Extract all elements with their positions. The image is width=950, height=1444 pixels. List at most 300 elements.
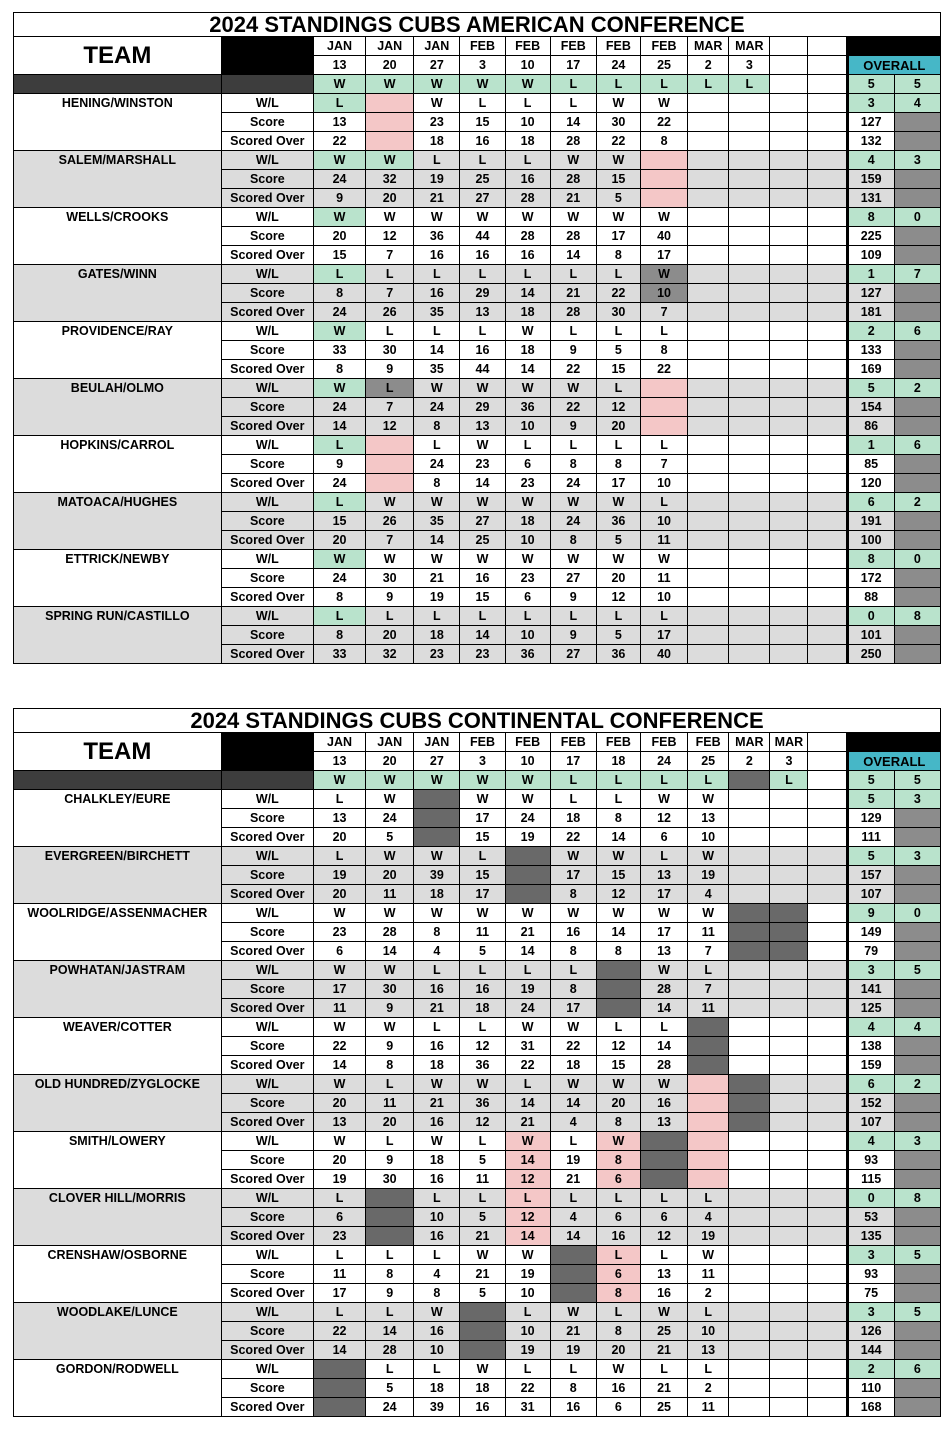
cell-wl: W [688,790,729,809]
row-label: Score [221,113,313,132]
cell-wl [729,961,770,980]
cell-over: 19 [505,828,550,847]
cell-over: 36 [596,645,640,664]
cell-score [729,980,770,999]
team-row [14,588,941,607]
cell-wl: L [550,94,596,113]
cell-wl: L [460,1189,505,1208]
cell-over: 8 [313,588,365,607]
cell-wl: W [414,1303,460,1322]
row-label: Score [221,626,313,645]
cell-over [770,942,808,961]
cell-wl: L [550,1360,596,1379]
team-row [14,379,941,398]
cell-wl: L [596,607,640,626]
day-header [770,56,808,75]
overall-blank [894,170,940,189]
cell-score: 36 [460,1094,505,1113]
cell-wl: L [313,1246,365,1265]
team-row [14,1246,941,1265]
cell-over: 40 [640,645,687,664]
cell-score [729,455,770,474]
day-header: 10 [505,56,550,75]
cell-score: 4 [688,1208,729,1227]
total-scored-over: 181 [847,303,894,322]
cell-wl: L [460,151,505,170]
row-label: W/L [221,436,313,455]
cell-score: 19 [313,866,365,885]
team-name [14,455,222,474]
overall-losses: 5 [894,961,940,980]
total-scored-over: 120 [847,474,894,493]
cell-score: 8 [366,1265,414,1284]
cell-score: 18 [414,626,460,645]
cell-score [770,341,808,360]
cell-wl: L [640,847,687,866]
overall-blank [894,512,940,531]
cell-over: 31 [505,1398,550,1417]
cell-wl: W [313,904,365,923]
cell-over [550,1284,596,1303]
cell-over [688,303,729,322]
cell-wl: W [505,550,550,569]
cell-score: 9 [550,341,596,360]
cell-wl: W [688,1246,729,1265]
row-label: W/L [221,94,313,113]
result-header [808,771,847,790]
cell-over: 13 [688,1341,729,1360]
cell-wl: W [550,1075,596,1094]
cell-over [729,1170,770,1189]
cell-wl [596,961,640,980]
cell-score: 22 [313,1322,365,1341]
cell-score [770,1265,808,1284]
cell-score: 16 [460,569,505,588]
cell-wl: W [313,961,365,980]
overall-wins: 0 [847,607,894,626]
cell-wl: L [596,1246,640,1265]
cell-over: 20 [313,885,365,904]
cell-wl [770,550,808,569]
cell-over: 21 [460,1227,505,1246]
cell-score: 21 [550,1322,596,1341]
cell-wl: W [313,208,365,227]
cell-score: 16 [414,980,460,999]
result-header: L [640,75,687,94]
overall-losses: 3 [894,847,940,866]
cell-score: 8 [596,455,640,474]
cell-score [729,284,770,303]
overall-header: OVERALL [847,56,940,75]
cell-over [808,132,847,151]
cell-wl [688,1132,729,1151]
cell-wl [729,436,770,455]
cell-score: 9 [550,626,596,645]
cell-score: 36 [505,398,550,417]
cell-over [808,999,847,1018]
cell-score [505,866,550,885]
cell-over [729,360,770,379]
overall-blank [894,246,940,265]
cell-over: 25 [460,531,505,550]
row-label: W/L [221,151,313,170]
overall-wins: 4 [847,1018,894,1037]
cell-wl [770,436,808,455]
cell-over [688,1056,729,1075]
cell-wl: W [414,1075,460,1094]
cell-over [729,828,770,847]
team-name [14,828,222,847]
cell-wl: W [366,493,414,512]
overall-blank [894,569,940,588]
row-label: W/L [221,265,313,284]
overall-losses: 0 [894,904,940,923]
month-header [808,37,847,56]
cell-score: 14 [460,626,505,645]
team-row [14,151,941,170]
cell-score: 17 [550,866,596,885]
cell-over: 14 [313,1056,365,1075]
cell-wl [770,379,808,398]
cell-over: 8 [414,474,460,493]
cell-over [808,1227,847,1246]
cell-wl: L [460,322,505,341]
cell-over: 24 [313,474,365,493]
cell-over: 18 [505,303,550,322]
cell-over [729,417,770,436]
cell-wl [808,961,847,980]
cell-over: 8 [414,417,460,436]
team-row [14,1208,941,1227]
row-label: Scored Over [221,417,313,436]
row-label: Scored Over [221,360,313,379]
cell-over: 20 [596,417,640,436]
cell-over [688,360,729,379]
cell-over [808,1113,847,1132]
cell-wl: L [550,436,596,455]
cell-over [729,999,770,1018]
cell-wl: L [505,961,550,980]
cell-over [729,1284,770,1303]
team-name: HENING/WINSTON [14,94,222,113]
team-row [14,1075,941,1094]
month-header: JAN [313,733,365,752]
row-label: W/L [221,847,313,866]
cell-wl: L [313,436,365,455]
cell-over: 10 [505,1284,550,1303]
team-name [14,512,222,531]
overall-wins: 3 [847,1303,894,1322]
cell-wl: L [596,265,640,284]
cell-over [770,303,808,322]
cell-score: 14 [366,1322,414,1341]
cell-score: 31 [505,1037,550,1056]
cell-score [688,170,729,189]
cell-over [688,531,729,550]
cell-wl [729,1075,770,1094]
cell-over: 18 [414,132,460,151]
team-row [14,980,941,999]
cell-score: 16 [640,1094,687,1113]
row-label: Scored Over [221,1113,313,1132]
row-label: W/L [221,379,313,398]
team-row [14,132,941,151]
cell-over [770,1284,808,1303]
row-label: Score [221,1265,313,1284]
cell-wl [770,1132,808,1151]
row-label: W/L [221,1189,313,1208]
cell-score: 14 [505,1094,550,1113]
cell-wl: W [414,1132,460,1151]
cell-score [729,512,770,531]
cell-score: 8 [596,1151,640,1170]
cell-over: 16 [414,1113,460,1132]
row-label: Scored Over [221,1170,313,1189]
cell-over: 16 [414,246,460,265]
cell-score [770,512,808,531]
cell-over: 10 [414,1341,460,1360]
cell-score: 10 [640,512,687,531]
cell-wl: L [414,436,460,455]
cell-score: 9 [366,1037,414,1056]
cell-wl [808,1075,847,1094]
cell-score: 12 [505,1208,550,1227]
cell-score: 8 [313,626,365,645]
row-label: Scored Over [221,189,313,208]
cell-score: 13 [640,866,687,885]
team-name [14,626,222,645]
overall-wins: 4 [847,1132,894,1151]
cell-over: 11 [366,885,414,904]
result-header [729,771,770,790]
team-name [14,588,222,607]
total-scored-over: 75 [847,1284,894,1303]
row-label: W/L [221,790,313,809]
result-header: L [550,75,596,94]
result-header: L [770,771,808,790]
overall-losses: 2 [894,493,940,512]
cell-score: 21 [505,923,550,942]
cell-wl [688,94,729,113]
row-label: Score [221,398,313,417]
row-label: Scored Over [221,1284,313,1303]
total-score: 53 [847,1208,894,1227]
cell-over: 13 [640,942,687,961]
cell-over [640,1170,687,1189]
cell-wl: L [460,265,505,284]
cell-score: 25 [640,1322,687,1341]
cell-score [808,569,847,588]
cell-score [770,980,808,999]
cell-wl: L [688,1189,729,1208]
team-name: SALEM/MARSHALL [14,151,222,170]
cell-wl [808,94,847,113]
cell-over: 8 [550,942,596,961]
cell-score [770,170,808,189]
overall-blank [894,1284,940,1303]
cell-over: 16 [550,1398,596,1417]
cell-score: 20 [366,626,414,645]
overall-header: OVERALL [847,752,940,771]
team-name: MATOACA/HUGHES [14,493,222,512]
total-scored-over: 88 [847,588,894,607]
cell-over [770,1170,808,1189]
cell-over: 28 [550,132,596,151]
cell-score [688,284,729,303]
cell-over [729,942,770,961]
team-row [14,1170,941,1189]
team-row [14,569,941,588]
total-score: 157 [847,866,894,885]
cell-score [808,341,847,360]
cell-score: 4 [414,1265,460,1284]
cell-over: 19 [313,1170,365,1189]
continental-title: 2024 STANDINGS CUBS CONTINENTAL CONFERENCE [13,708,941,732]
overall-top [894,733,940,752]
team-row [14,626,941,645]
overall-wins: 8 [847,208,894,227]
day-header: 3 [770,752,808,771]
team-row [14,904,941,923]
team-row [14,847,941,866]
cell-score: 21 [550,284,596,303]
cell-wl [414,790,460,809]
overall-blank [894,1227,940,1246]
cell-over: 5 [460,942,505,961]
cell-over: 14 [640,999,687,1018]
cell-score [808,284,847,303]
team-row [14,1360,941,1379]
cell-wl: W [313,379,365,398]
cell-over: 28 [550,303,596,322]
month-header: FEB [460,733,505,752]
team-row [14,1227,941,1246]
cell-score [808,1322,847,1341]
total-score: 154 [847,398,894,417]
cell-wl: W [460,1246,505,1265]
cell-wl: W [505,379,550,398]
team-name [14,999,222,1018]
cell-wl: W [460,904,505,923]
cell-over: 8 [596,1284,640,1303]
cell-score: 6 [313,1208,365,1227]
team-name: HOPKINS/CARROL [14,436,222,455]
cell-over: 10 [505,417,550,436]
cell-over: 6 [505,588,550,607]
overall-wins: 5 [847,379,894,398]
overall-blank [894,417,940,436]
cell-over: 33 [313,645,365,664]
cell-over: 2 [688,1284,729,1303]
cell-over: 24 [550,474,596,493]
cell-wl: W [460,208,505,227]
cell-over [808,645,847,664]
cell-over: 12 [640,1227,687,1246]
row-label: Scored Over [221,588,313,607]
overall-blank [894,645,940,664]
overall-blank [894,923,940,942]
cell-wl [770,1189,808,1208]
cell-score: 24 [313,398,365,417]
cell-score [729,113,770,132]
cell-over: 20 [313,828,365,847]
total-score: 191 [847,512,894,531]
cell-wl [770,961,808,980]
cell-over: 18 [505,132,550,151]
cell-over: 35 [414,360,460,379]
american-conference [13,12,941,664]
cell-wl: W [688,847,729,866]
row-label: Score [221,1151,313,1170]
cell-wl [729,322,770,341]
cell-over: 15 [460,828,505,847]
cell-score [770,1208,808,1227]
row-label: Scored Over [221,828,313,847]
overall-losses: 4 [894,94,940,113]
row-label: Scored Over [221,999,313,1018]
team-row [14,1132,941,1151]
overall-top [894,37,940,56]
cell-score: 30 [366,569,414,588]
cell-wl: W [596,1132,640,1151]
cell-score [808,980,847,999]
cell-score: 25 [460,170,505,189]
overall-wins: 6 [847,1075,894,1094]
cell-wl: L [550,1132,596,1151]
cell-over [770,1227,808,1246]
cell-score: 17 [640,626,687,645]
team-row [14,1284,941,1303]
cell-wl [770,1246,808,1265]
cell-wl: W [505,1018,550,1037]
team-row [14,1398,941,1417]
cell-over: 22 [550,828,596,847]
cell-over [808,189,847,208]
cell-over [729,189,770,208]
cell-wl: W [414,550,460,569]
cell-wl [770,94,808,113]
cell-wl [808,550,847,569]
cell-over: 27 [460,189,505,208]
total-score: 93 [847,1151,894,1170]
cell-over [729,132,770,151]
cell-over: 9 [366,1284,414,1303]
cell-score: 11 [366,1094,414,1113]
cell-over [808,1170,847,1189]
cell-wl: L [366,1246,414,1265]
cell-wl [808,379,847,398]
cell-over [366,132,414,151]
cell-score [596,980,640,999]
team-name [14,1208,222,1227]
cell-score [729,227,770,246]
total-scored-over: 132 [847,132,894,151]
team-row [14,1341,941,1360]
cell-over: 11 [460,1170,505,1189]
total-scored-over: 109 [847,246,894,265]
team-name [14,360,222,379]
cell-wl [729,1360,770,1379]
cell-score: 10 [640,284,687,303]
cell-over [808,1398,847,1417]
cell-wl: W [640,790,687,809]
cell-over: 6 [596,1170,640,1189]
team-name [14,569,222,588]
cell-over [640,189,687,208]
overall-blank [894,455,940,474]
cell-over: 12 [505,1170,550,1189]
cell-wl: L [313,94,365,113]
